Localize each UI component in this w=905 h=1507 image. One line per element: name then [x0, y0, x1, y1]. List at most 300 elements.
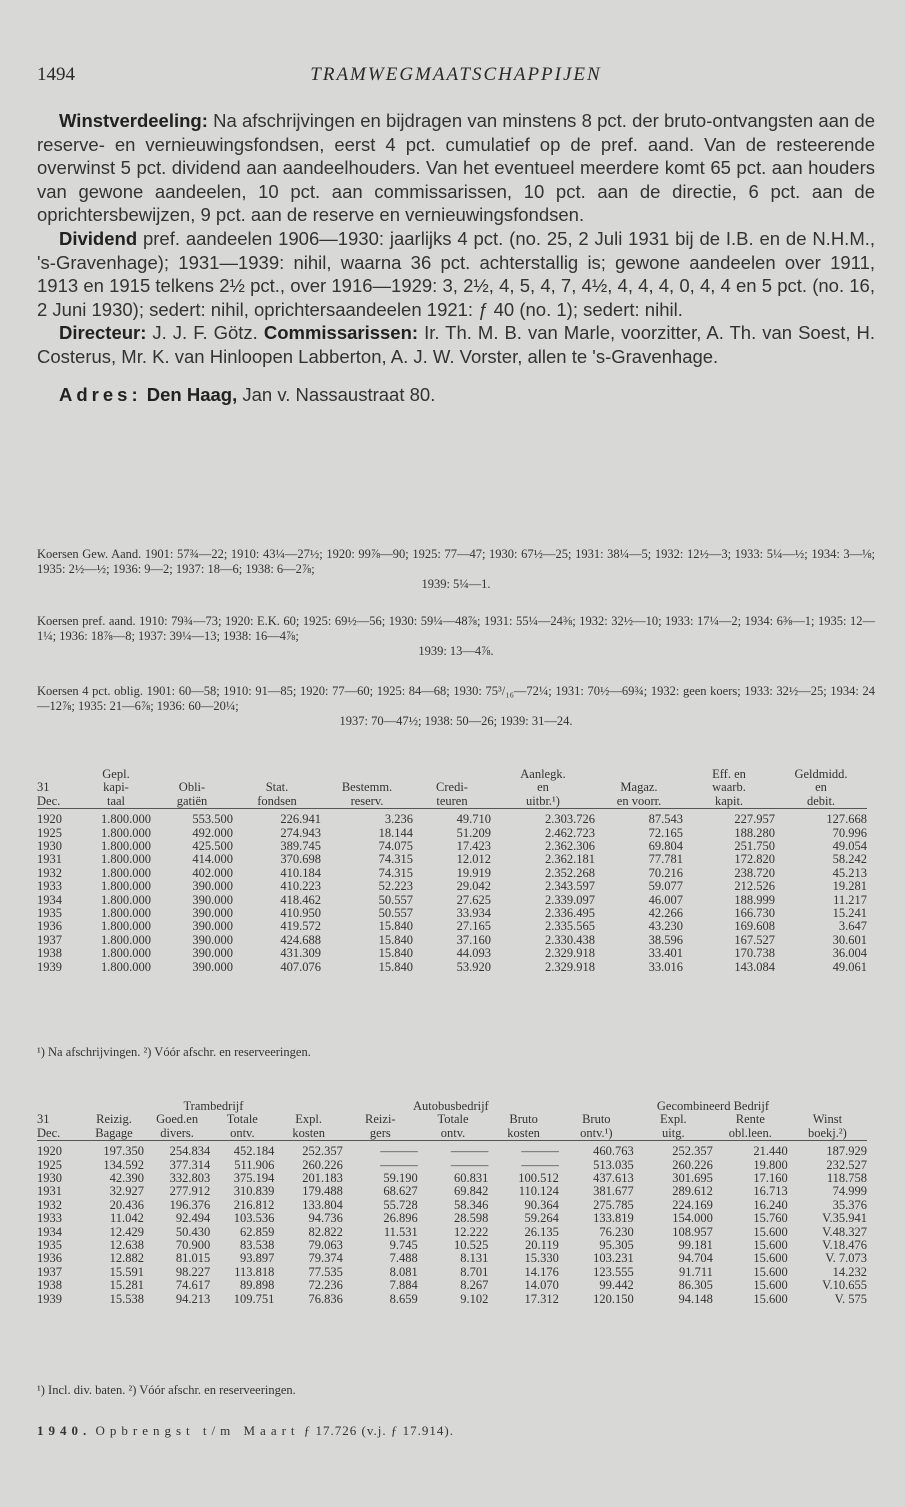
value-cell: 21.440	[753, 1144, 788, 1159]
exploitation-header-cell: Totale	[437, 1112, 469, 1127]
value-cell: 134.592	[103, 1157, 144, 1172]
value-cell: 1.800.000	[101, 946, 151, 961]
value-cell: 8.701	[460, 1264, 489, 1279]
exploitation-header-cell: uitg.	[662, 1125, 685, 1140]
value-cell: 187.929	[826, 1144, 867, 1159]
value-cell: ———	[380, 1144, 418, 1159]
value-cell: 7.884	[389, 1278, 418, 1293]
value-cell: 12.638	[109, 1238, 144, 1253]
value-cell: 103.231	[593, 1251, 634, 1266]
year-cell: 1920	[37, 812, 62, 827]
value-cell: 377.314	[169, 1157, 211, 1172]
value-cell: 1.800.000	[101, 932, 151, 947]
winst-label: Winstverdeeling:	[59, 110, 208, 131]
koersen-oblig-text: Koersen 4 pct. oblig. 1901: 60—58; 1910: 91—85; 1920: 77—60; 1925: 84—68; 1930: 75³/₁₆—72¼; 1931: 70½—69¾; 1932: geen koers; 1933: 32½—25; 1934: 24—12⅞; 1935: 21—6⅞; 1936: 60—20¼;	[37, 684, 875, 713]
value-cell: 425.500	[192, 839, 233, 854]
commissarissen-label: Commissarissen:	[263, 322, 419, 344]
balance-header-cell: Geldmidd.	[794, 767, 848, 781]
value-cell: 11.042	[110, 1211, 144, 1226]
table-row	[37, 1199, 867, 1212]
value-cell: 36.004	[832, 946, 867, 961]
value-cell: 12.429	[109, 1224, 144, 1239]
exploitation-header-row	[37, 1113, 867, 1126]
balance-header-cell: uitbr.¹)	[526, 793, 560, 808]
value-cell: 19.919	[456, 865, 491, 880]
value-cell: 44.093	[456, 946, 491, 961]
value-cell: 410.184	[280, 865, 321, 880]
year-cell: 1938	[37, 1278, 62, 1293]
value-cell: 169.608	[734, 919, 775, 934]
koersen-gewone	[37, 547, 875, 592]
company-text	[37, 109, 875, 406]
value-cell: 52.223	[378, 879, 413, 894]
value-cell: 1.800.000	[101, 865, 151, 880]
value-cell: 1.800.000	[101, 812, 151, 827]
running-header	[37, 64, 875, 92]
table-row	[37, 1266, 867, 1279]
value-cell: 69.842	[453, 1184, 489, 1199]
year-cell: 1939	[37, 1291, 62, 1306]
value-cell: 12.222	[453, 1224, 489, 1239]
year-cell: 1930	[37, 839, 62, 854]
value-cell: 60.831	[453, 1171, 489, 1186]
table-row	[37, 1279, 867, 1292]
value-cell: 513.035	[593, 1157, 634, 1172]
value-cell: 179.488	[302, 1184, 343, 1199]
balance-header-cell: kapit.	[714, 793, 744, 808]
value-cell: V.35.941	[822, 1211, 867, 1226]
value-cell: 8.659	[389, 1291, 418, 1306]
value-cell: 2.330.438	[545, 932, 595, 947]
value-cell: 93.897	[240, 1251, 275, 1266]
value-cell: 390.000	[192, 946, 233, 961]
value-cell: 94.213	[175, 1291, 211, 1306]
value-cell: 2.362.181	[545, 852, 595, 867]
value-cell: 26.896	[383, 1211, 418, 1226]
value-cell: 414.000	[192, 852, 233, 867]
value-cell: ———	[380, 1157, 418, 1172]
value-cell: 8.081	[389, 1264, 418, 1279]
winst-body: Na afschrijvingen en bijdragen van minstens 8 pct. der bruto-ontvangsten aan de reserve- en vernieuwingsfondsen, eerst 4 pct. cumulatief op de pref. aand. Van de resteerende overwinst 5 pct. dividend aan aandeelhouders. Van het eventueel meerdere komt 65 pct. aan houders van gewone aandeelen, 10 pct. aan commissarissen, 10 pct. aan de directie, 6 pct. aan de oprichtersbewijzen, 9 pct. aan de reserve en vernieuwingsfondsen.	[37, 110, 875, 226]
koersen-oblig-end: 1937: 70—47½; 1938: 50—26; 1939: 31—24.	[339, 714, 573, 728]
value-cell: 2.362.306	[545, 839, 595, 854]
table-row	[37, 947, 867, 960]
value-cell: 92.494	[175, 1211, 211, 1226]
value-cell: 251.750	[734, 839, 775, 854]
table-row	[37, 1185, 867, 1198]
value-cell: 109.751	[233, 1291, 275, 1306]
opbrengst-value: ƒ 17.726 (v.j. ƒ 17.914).	[303, 1423, 454, 1438]
value-cell: 55.728	[383, 1197, 418, 1212]
value-cell: 19.281	[832, 879, 867, 894]
balance-header-cell	[595, 768, 683, 781]
value-cell: 8.131	[460, 1251, 489, 1266]
value-cell: 167.527	[734, 932, 775, 947]
value-cell: 99.442	[599, 1278, 634, 1293]
value-cell: 108.957	[672, 1224, 713, 1239]
value-cell: 1.800.000	[101, 852, 151, 867]
value-cell: ———	[450, 1157, 489, 1172]
group-spacer	[37, 1100, 84, 1113]
value-cell: 390.000	[192, 892, 233, 907]
value-cell: 1.800.000	[101, 919, 151, 934]
value-cell: 87.543	[648, 812, 683, 827]
value-cell: 196.376	[169, 1197, 211, 1212]
value-cell: 12.012	[456, 852, 491, 867]
value-cell: 28.598	[453, 1211, 489, 1226]
balance-header-cell: en	[537, 780, 549, 795]
value-cell: 91.711	[678, 1264, 713, 1279]
group-header: Trambedrijf	[183, 1099, 244, 1113]
exploitation-header-cell: Expl.	[659, 1112, 687, 1127]
value-cell: 2.352.268	[545, 865, 595, 880]
exploitation-header-cell: Totale	[226, 1112, 258, 1127]
value-cell: 43.230	[648, 919, 683, 934]
exploitation-header-cell: Reizig.	[96, 1112, 132, 1127]
value-cell: 14.176	[524, 1264, 559, 1279]
value-cell: 33.401	[648, 946, 683, 961]
table-row	[37, 827, 867, 840]
value-cell: 103.536	[233, 1211, 275, 1226]
value-cell: 58.242	[832, 852, 867, 867]
value-cell: 277.912	[169, 1184, 211, 1199]
year-cell: 1931	[37, 1184, 62, 1199]
value-cell: 95.305	[599, 1238, 634, 1253]
value-cell: 201.183	[302, 1171, 343, 1186]
value-cell: 49.710	[456, 812, 491, 827]
value-cell: 2.336.495	[545, 906, 595, 921]
exploitation-header-row	[37, 1127, 867, 1141]
balance-header-cell: Dec.	[37, 793, 61, 808]
value-cell: 42.266	[648, 906, 683, 921]
balance-header-cell: debit.	[806, 793, 836, 808]
value-cell: 72.165	[648, 825, 683, 840]
year-cell: 1936	[37, 1251, 62, 1266]
exploitation-header-cell: ontv.¹)	[580, 1125, 613, 1140]
value-cell: 254.834	[169, 1144, 211, 1159]
value-cell: 100.512	[518, 1171, 559, 1186]
balance-header-cell: Eff. en	[712, 767, 746, 781]
value-cell: 15.330	[524, 1251, 559, 1266]
table-row	[37, 840, 867, 853]
value-cell: V.48.327	[822, 1224, 867, 1239]
balance-header-cell: gatiën	[176, 793, 208, 808]
table-row	[37, 1159, 867, 1172]
balance-header-cell: Aanlegk.	[520, 767, 566, 781]
value-cell: 2.329.918	[545, 946, 595, 961]
value-cell: 17.160	[753, 1171, 788, 1186]
value-cell: ———	[521, 1157, 559, 1172]
year-cell: 1920	[37, 1144, 62, 1159]
value-cell: 15.840	[378, 959, 413, 974]
paragraph-board	[37, 321, 875, 368]
opbrengst-line	[37, 1423, 454, 1439]
balance-header-cell	[233, 768, 321, 781]
table-row	[37, 1226, 867, 1239]
value-cell: 2.329.918	[545, 959, 595, 974]
table-row	[37, 1252, 867, 1265]
year-cell: 1932	[37, 1197, 62, 1212]
value-cell: 20.119	[524, 1238, 559, 1253]
value-cell: 553.500	[192, 812, 233, 827]
balance-header-cell: waarb.	[712, 780, 746, 795]
value-cell: 18.144	[378, 825, 413, 840]
value-cell: 143.084	[734, 959, 775, 974]
running-title: TRAMWEGMAATSCHAPPIJEN	[310, 64, 602, 85]
value-cell: 9.745	[389, 1238, 418, 1253]
balance-header-cell: Obli-	[178, 780, 206, 795]
balance-header-cell: taal	[106, 793, 126, 808]
balance-footnote: ¹) Na afschrijvingen. ²) Vóór afschr. en reserveeringen.	[37, 1045, 311, 1059]
value-cell: 94.148	[678, 1291, 713, 1306]
value-cell: 11.531	[383, 1224, 418, 1239]
table-row	[37, 934, 867, 947]
value-cell: 123.555	[593, 1264, 634, 1279]
exploitation-header-cell: boekj.²)	[807, 1125, 847, 1140]
value-cell: 133.804	[302, 1197, 343, 1212]
value-cell: 14.070	[524, 1278, 559, 1293]
value-cell: ———	[450, 1144, 489, 1159]
value-cell: 26.135	[524, 1224, 559, 1239]
value-cell: 49.054	[832, 839, 867, 854]
value-cell: 2.343.597	[545, 879, 595, 894]
value-cell: 381.677	[593, 1184, 634, 1199]
dividend-body: pref. aandeelen 1906—1930: jaarlijks 4 pct. (no. 25, 2 Juli 1931 bij de I.B. en de N.H.M., 's-Gravenhage); 1931—1939: nihil, waarna 36 pct. achterstallig is; gewone aandeelen over 1911, 1913 en 1915 telkens 2½ pct., over 1916—1929: 3, 2½, 4, 5, 4, 7, 4½, 4, 4, 4, 0, 4, 4 en 5 pct. (no. 16, 2 Juni 1930); sedert: nihil, oprichtersaandeelen 1921: ƒ 40 (no. 1); sedert: nihil.	[37, 227, 876, 320]
value-cell: 15.840	[378, 932, 413, 947]
value-cell: 2.462.723	[545, 825, 595, 840]
adres-label: Adres:	[59, 383, 142, 405]
value-cell: 79.063	[308, 1238, 343, 1253]
value-cell: 17.423	[456, 839, 491, 854]
value-cell: 74.999	[832, 1184, 867, 1199]
value-cell: 99.181	[678, 1238, 713, 1253]
exploitation-header-cell: Winst	[812, 1112, 843, 1127]
value-cell: 370.698	[280, 852, 321, 867]
value-cell: 32.927	[109, 1184, 144, 1199]
value-cell: 76.836	[308, 1291, 343, 1306]
value-cell: 170.738	[734, 946, 775, 961]
year-cell: 1933	[37, 1211, 62, 1226]
value-cell: V.10.655	[822, 1278, 867, 1293]
balance-table	[37, 768, 867, 974]
value-cell: 410.950	[280, 906, 321, 921]
dividend-label: Dividend	[59, 227, 138, 249]
value-cell: 15.241	[832, 906, 867, 921]
koersen-pref-text: Koersen pref. aand. 1910: 79¾—73; 1920: E.K. 60; 1925: 69½—56; 1930: 59¼—48⅞; 1931: 55¼—24⅜; 1932: 32½—10; 1933: 17¼—2; 1934: 6⅜—1; 1935: 12—1¼; 1936: 18⅞—8; 1937: 39¼—13; 1938: 16—4⅞;	[37, 614, 875, 643]
balance-header-row	[37, 768, 867, 781]
exploitation-header-cell: kosten	[507, 1125, 540, 1140]
year-cell: 1932	[37, 865, 62, 880]
value-cell: 410.223	[280, 879, 321, 894]
value-cell: 33.016	[648, 959, 683, 974]
value-cell: 74.315	[378, 865, 413, 880]
koersen-gewone-text: Koersen Gew. Aand. 1901: 57¾—22; 1910: 43¼—27½; 1920: 99⅞—90; 1925: 77—47; 1930: 67½—25; 1931: 38¼—5; 1932: 12½—3; 1933: 5¼—½; 1934: 3—⅛; 1935: 2½—½; 1936: 9—2; 1937: 18—6; 1938: 6—2⅞;	[37, 547, 875, 576]
value-cell: 59.190	[383, 1171, 418, 1186]
exploitation-header-cell: ontv.	[440, 1125, 466, 1140]
value-cell: 15.840	[378, 946, 413, 961]
value-cell: 51.209	[456, 825, 491, 840]
table-row	[37, 813, 867, 826]
value-cell: 188.280	[734, 825, 775, 840]
value-cell: 15.538	[109, 1291, 144, 1306]
value-cell: 452.184	[233, 1144, 275, 1159]
value-cell: V.18.476	[822, 1238, 867, 1253]
koersen-oblig	[37, 684, 875, 729]
exploitation-header-cell: 31	[37, 1112, 50, 1127]
value-cell: 390.000	[192, 932, 233, 947]
opbrengst-year: 1940.	[37, 1423, 92, 1438]
value-cell: 418.462	[280, 892, 321, 907]
value-cell: 50.430	[175, 1224, 211, 1239]
value-cell: 38.596	[648, 932, 683, 947]
value-cell: 212.526	[734, 879, 775, 894]
table-row	[37, 880, 867, 893]
value-cell: 301.695	[672, 1171, 713, 1186]
balance-header-row	[37, 795, 867, 809]
group-header: Gecombineerd Bedrijf	[656, 1099, 769, 1113]
table-row	[37, 1293, 867, 1306]
value-cell: 70.996	[832, 825, 867, 840]
exploitation-header-cell: Goed.en	[156, 1112, 199, 1127]
value-cell: 227.957	[734, 812, 775, 827]
value-cell: V. 575	[834, 1291, 867, 1306]
year-cell: 1937	[37, 1264, 62, 1279]
directeur-body: J. J. F. Götz.	[152, 322, 258, 344]
value-cell: 86.305	[678, 1278, 713, 1293]
value-cell: 172.820	[734, 852, 775, 867]
value-cell: 15.600	[753, 1278, 788, 1293]
table-row	[37, 894, 867, 907]
value-cell: 2.335.565	[545, 919, 595, 934]
balance-header-cell: kapi-	[103, 780, 129, 795]
balance-header-cell	[321, 768, 413, 781]
year-cell: 1935	[37, 1238, 62, 1253]
value-cell: 3.647	[838, 919, 867, 934]
value-cell: 79.374	[308, 1251, 343, 1266]
value-cell: 70.900	[175, 1238, 211, 1253]
value-cell: 74.315	[378, 852, 413, 867]
exploitation-header-cell: kosten	[292, 1125, 325, 1140]
page-number: 1494	[37, 64, 75, 85]
value-cell: 53.920	[456, 959, 491, 974]
value-cell: 72.236	[308, 1278, 343, 1293]
table-row	[37, 867, 867, 880]
value-cell: 252.357	[672, 1144, 713, 1159]
exploitation-table	[37, 1100, 867, 1306]
value-cell: 424.688	[280, 932, 321, 947]
value-cell: 27.625	[456, 892, 491, 907]
exploitation-header-cell: ontv.	[230, 1125, 255, 1140]
year-cell: 1937	[37, 932, 62, 947]
value-cell: 110.124	[518, 1184, 559, 1199]
value-cell: 50.557	[378, 906, 413, 921]
value-cell: 390.000	[192, 959, 233, 974]
exploitation-footnote: ¹) Incl. div. baten. ²) Vóór afschr. en reserveeringen.	[37, 1383, 296, 1397]
value-cell: 15.281	[109, 1278, 144, 1293]
exploitation-header-cell: Rente	[735, 1112, 765, 1127]
exploitation-header-cell: Bruto	[582, 1112, 611, 1127]
value-cell: 375.194	[233, 1171, 275, 1186]
koersen-pref	[37, 614, 875, 659]
value-cell: 82.822	[308, 1224, 343, 1239]
value-cell: 33.934	[456, 906, 491, 921]
year-cell: 1934	[37, 892, 62, 907]
balance-header-cell	[151, 768, 233, 781]
balance-header-cell	[37, 768, 81, 781]
value-cell: 113.818	[234, 1264, 275, 1279]
balance-header-cell: teuren	[436, 793, 468, 808]
year-cell: 1925	[37, 825, 62, 840]
value-cell: 77.535	[308, 1264, 343, 1279]
adres-street: Jan v. Nassaustraat 80.	[242, 383, 436, 405]
value-cell: 77.781	[648, 852, 683, 867]
value-cell: 37.160	[456, 932, 491, 947]
table-row	[37, 961, 867, 974]
value-cell: 20.436	[109, 1197, 144, 1212]
exploitation-header-cell: gers	[369, 1125, 391, 1140]
value-cell: 274.943	[280, 825, 321, 840]
value-cell: 98.227	[175, 1264, 211, 1279]
value-cell: 49.061	[832, 959, 867, 974]
value-cell: 15.600	[753, 1224, 788, 1239]
exploitation-header-cell: obl.leen.	[728, 1125, 772, 1140]
value-cell: 15.600	[753, 1238, 788, 1253]
balance-header-cell: en voorr.	[616, 793, 662, 808]
balance-header-cell: Gepl.	[102, 767, 130, 781]
value-cell: 120.150	[593, 1291, 634, 1306]
value-cell: 29.042	[456, 879, 491, 894]
year-cell: 1931	[37, 852, 62, 867]
balance-header-cell: Stat.	[265, 780, 289, 795]
value-cell: 46.007	[648, 892, 683, 907]
value-cell: 238.720	[734, 865, 775, 880]
value-cell: 30.601	[832, 932, 867, 947]
year-cell: 1934	[37, 1224, 62, 1239]
exploitation-header-cell: divers.	[160, 1125, 194, 1140]
value-cell: 289.612	[672, 1184, 713, 1199]
value-cell: 62.859	[240, 1224, 275, 1239]
value-cell: 58.346	[453, 1197, 489, 1212]
value-cell: 390.000	[192, 919, 233, 934]
paragraph-adres	[37, 383, 875, 407]
value-cell: 15.600	[753, 1291, 788, 1306]
value-cell: 14.232	[832, 1264, 867, 1279]
year-cell: 1936	[37, 919, 62, 934]
value-cell: 2.303.726	[545, 812, 595, 827]
value-cell: 127.668	[826, 812, 867, 827]
balance-header-cell: Credi-	[436, 780, 468, 795]
value-cell: V. 7.073	[825, 1251, 867, 1266]
value-cell: 70.216	[648, 865, 683, 880]
value-cell: 431.309	[280, 946, 321, 961]
value-cell: 390.000	[192, 906, 233, 921]
value-cell: 94.736	[308, 1211, 343, 1226]
paragraph-winstverdeeling	[37, 109, 875, 227]
balance-header-row	[37, 781, 867, 794]
value-cell: 74.617	[175, 1278, 211, 1293]
value-cell: 188.999	[734, 892, 775, 907]
value-cell: 252.357	[302, 1144, 343, 1159]
value-cell: 226.941	[280, 812, 321, 827]
value-cell: 17.312	[524, 1291, 559, 1306]
value-cell: 390.000	[192, 879, 233, 894]
value-cell: 3.236	[384, 812, 413, 827]
value-cell: 437.613	[593, 1171, 634, 1186]
value-cell: 12.882	[109, 1251, 144, 1266]
value-cell: 260.226	[302, 1157, 343, 1172]
table-row	[37, 1212, 867, 1225]
table-row	[37, 1145, 867, 1158]
